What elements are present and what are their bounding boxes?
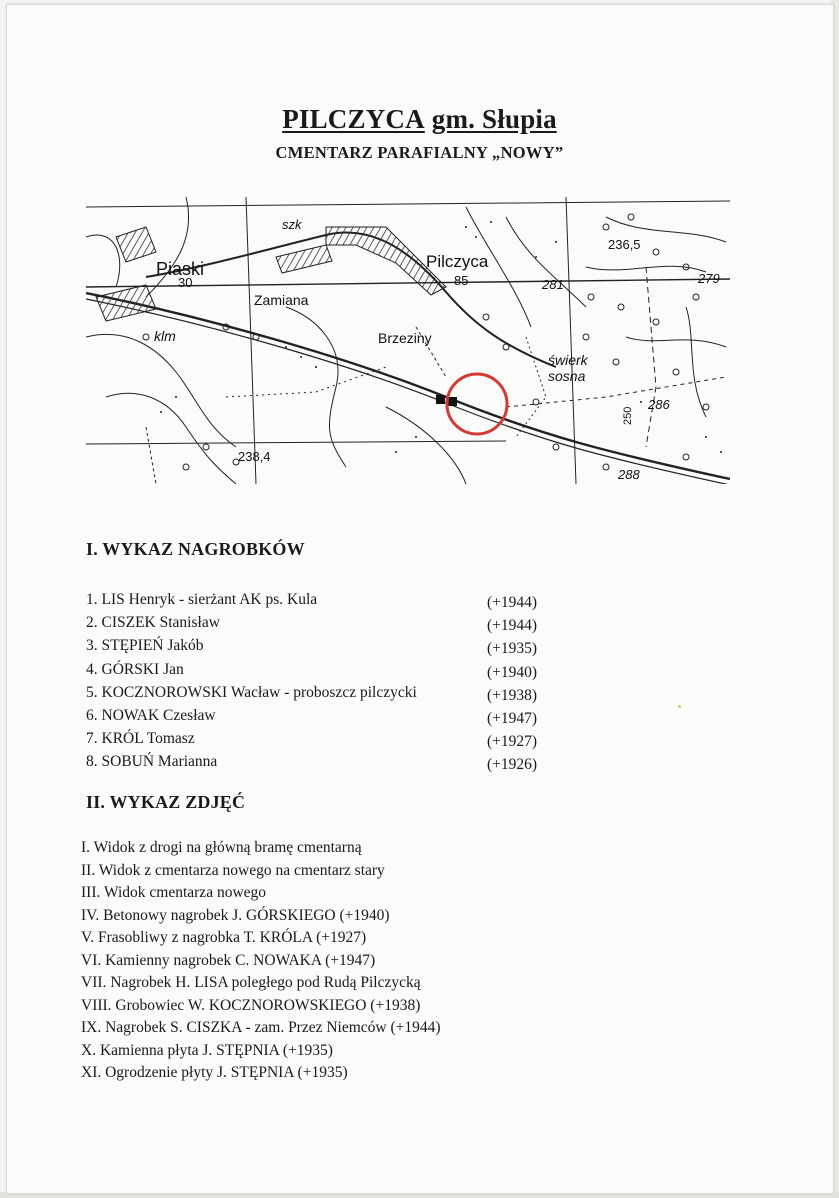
map-label-klm: klm	[154, 328, 176, 344]
grave-name: 2. CISZEK Stanisław	[86, 614, 220, 632]
grave-date: (+1944)	[487, 617, 538, 635]
map-label-piaski: Piaski	[156, 259, 205, 279]
grave-date: (+1935)	[487, 640, 538, 658]
title-place: PILCZYCA	[282, 104, 425, 134]
map-label-elev-30: 30	[178, 275, 193, 290]
list-item: XI. Ogrodzenie płyty J. STĘPNIA (+1935)	[81, 1064, 348, 1081]
list-item	[86, 728, 556, 751]
page-subtitle: CMENTARZ PARAFIALNY „NOWY”	[275, 143, 564, 162]
list-item: II. Widok z cmentarza nowego na cmentarz stary	[81, 861, 385, 879]
map-label-elev-2365: 236,5	[608, 237, 641, 252]
map-label-zamiana: Zamiana	[254, 292, 309, 308]
grave-name: 7. KRÓL Tomasz	[86, 730, 195, 748]
list-item	[86, 635, 556, 658]
title-commune: gm. Słupia	[431, 104, 557, 134]
grave-date: (+1940)	[487, 663, 538, 681]
list-item: VIII. Grobowiec W. KOCZNOROWSKIEGO (+1938)	[81, 996, 421, 1014]
list-item	[86, 705, 556, 728]
graves-list	[86, 589, 556, 775]
list-item: VII. Nagrobek H. LISA poległego pod Rudą Pilczycką	[81, 974, 421, 991]
grave-date: (+1947)	[487, 709, 538, 727]
grave-date: (+1927)	[487, 733, 538, 751]
section2-heading: II. WYKAZ ZDJĘĆ	[86, 792, 246, 812]
list-item: V. Frasobliwy z nagrobka T. KRÓLA (+1927)	[81, 929, 367, 946]
map-label-elev-288: 288	[618, 467, 640, 482]
list-item: IV. Betonowy nagrobek J. GÓRSKIEGO (+1940)	[81, 906, 390, 924]
map-label-elev-286: 286	[648, 397, 670, 412]
list-item: III. Widok cmentarza nowego	[81, 884, 267, 901]
map-label-sosna: sosna	[548, 368, 586, 384]
photos-list	[81, 837, 541, 1085]
topographic-map	[86, 197, 730, 484]
list-item: IX. Nagrobek S. CISZKA - zam. Przez Niemców (+1944)	[81, 1019, 441, 1036]
map-label-brzeziny: Brzeziny	[378, 330, 432, 346]
map-label-elev-279: 279	[698, 271, 720, 286]
map-label-elev-281: 281	[542, 277, 564, 292]
map-label-elev-85: 85	[454, 273, 469, 288]
section1-heading: I. WYKAZ NAGROBKÓW	[86, 539, 305, 559]
list-item: I. Widok z drogi na główną bramę cmentarną	[81, 839, 362, 856]
map-label-elev-2384: 238,4	[238, 449, 271, 464]
paper-speck	[678, 705, 681, 708]
map-label-szk: szk	[282, 217, 302, 232]
map-label-swierk: świerk	[548, 352, 588, 368]
grave-date: (+1944)	[487, 594, 538, 611]
grave-name: 5. KOCZNOROWSKI Wacław - proboszcz pilczycki	[86, 683, 417, 701]
list-item	[86, 682, 556, 705]
list-item	[86, 751, 556, 774]
list-item: X. Kamienna płyta J. STĘPNIA (+1935)	[81, 1041, 333, 1059]
grave-name: 3. STĘPIEŃ Jakób	[86, 637, 204, 655]
map-label-pilczyca: Pilczyca	[426, 252, 489, 271]
grave-name: 4. GÓRSKI Jan	[86, 660, 184, 678]
list-item: VI. Kamienny nagrobek C. NOWAKA (+1947)	[81, 951, 376, 969]
grave-name: 1. LIS Henryk - sierżant AK ps. Kula	[86, 591, 318, 608]
grave-name: 6. NOWAK Czesław	[86, 706, 216, 724]
list-item	[86, 612, 556, 635]
grave-date: (+1938)	[487, 686, 538, 704]
grave-name: 8. SOBUŃ Marianna	[86, 753, 218, 771]
page-title	[0, 104, 839, 135]
list-item	[86, 659, 556, 682]
map-label-elev-250: 250	[622, 406, 634, 425]
list-item	[86, 589, 556, 612]
grave-date: (+1926)	[487, 756, 538, 774]
